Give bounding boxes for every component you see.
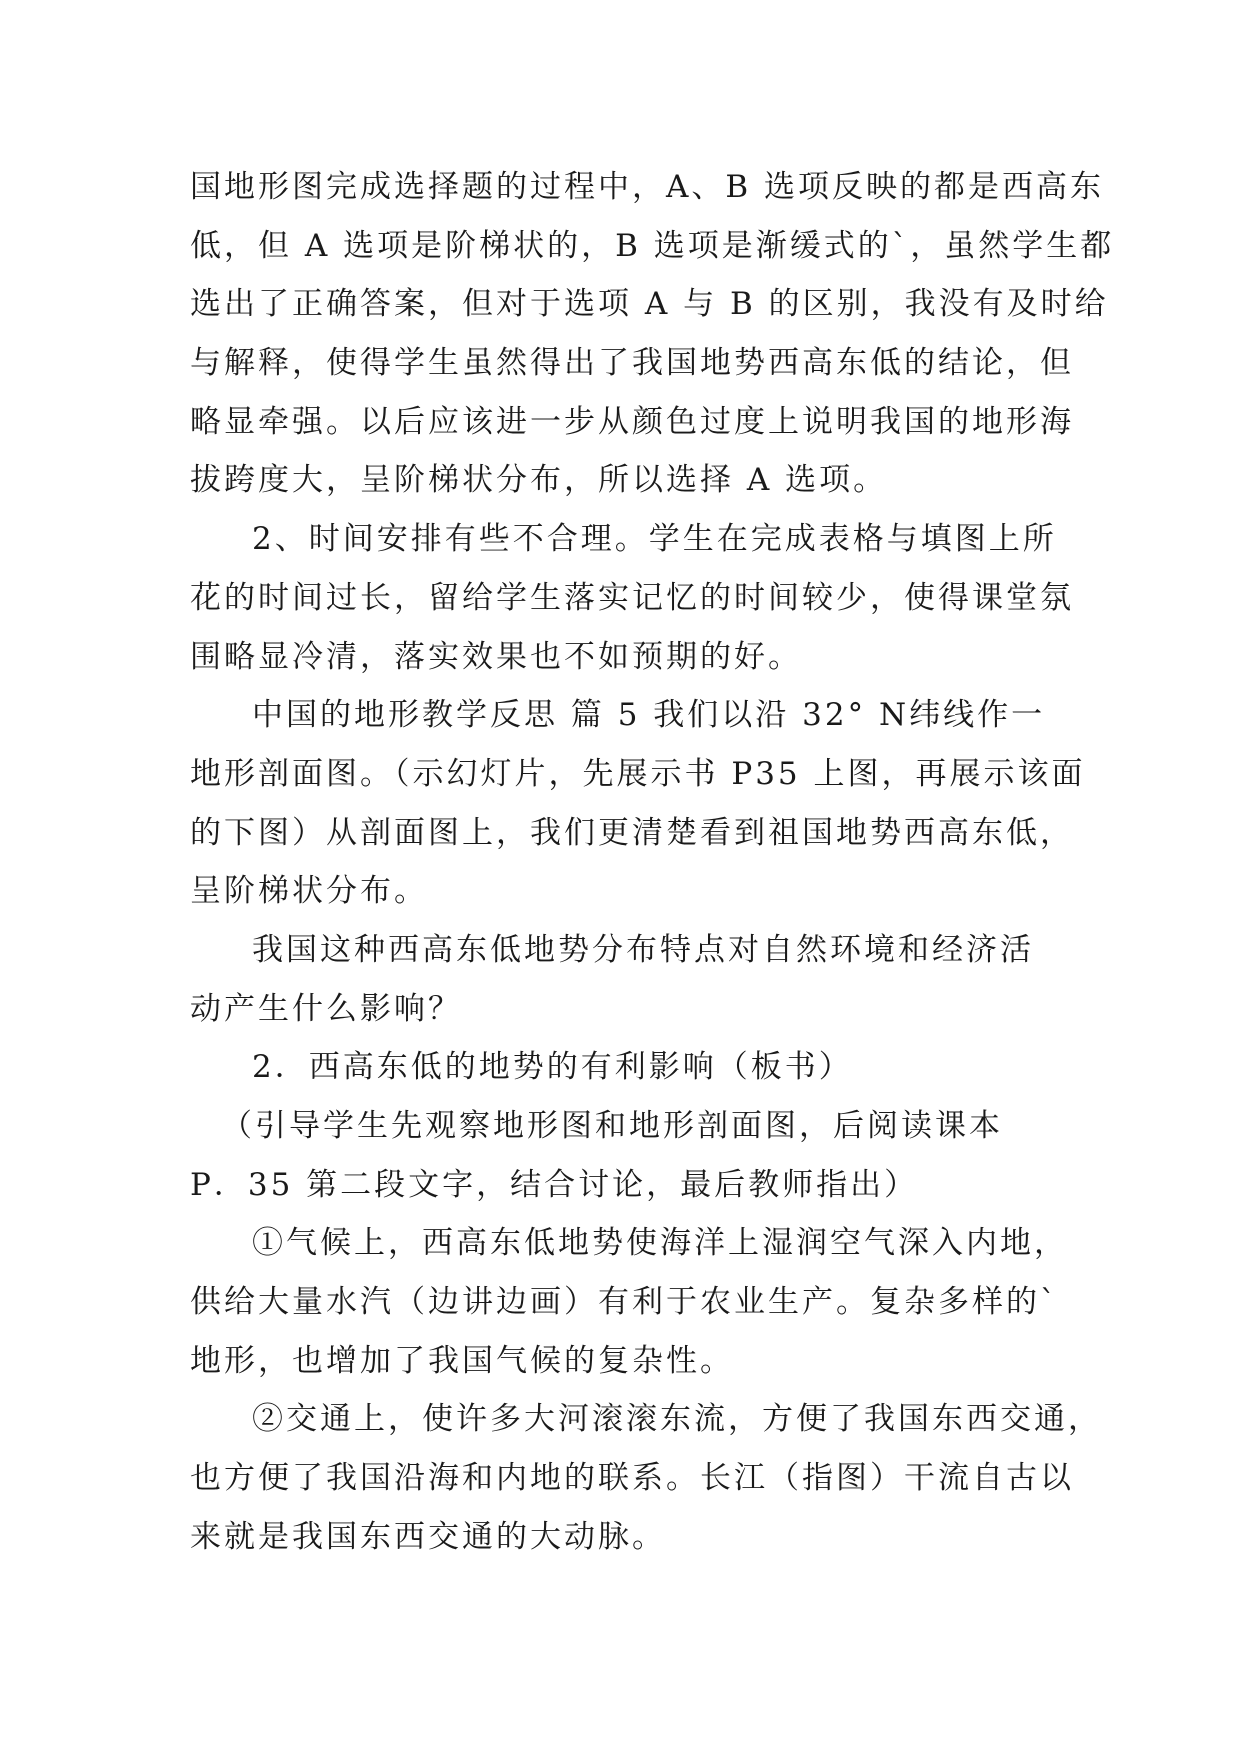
text-line: 也方便了我国沿海和内地的联系。长江（指图）干流自古以: [190, 1460, 1074, 1497]
text-line: 的下图）从剖面图上，我们更清楚看到祖国地势西高东低，: [190, 814, 1074, 851]
paragraph-start-line: 2、时间安排有些不合理。学生在完成表格与填图上所: [252, 521, 1057, 558]
paragraph-start-line: ②交通上，使许多大河滚滚东流，方便了我国东西交通，: [252, 1401, 1102, 1438]
text-line: 地形，也增加了我国气候的复杂性。: [190, 1342, 734, 1379]
paragraph-start-line: 2．西高东低的地势的有利影响（板书）: [252, 1049, 853, 1086]
text-line: P．35 第二段文字，结合讨论，最后教师指出）: [190, 1166, 919, 1203]
text-line: 略显牵强。以后应该进一步从颜色过度上说明我国的地形海: [190, 403, 1074, 440]
text-line: 供给大量水汽（边讲边画）有利于农业生产。复杂多样的`: [190, 1284, 1059, 1321]
text-line: 动产生什么影响？: [190, 990, 462, 1027]
text-line: 低，但 A 选项是阶梯状的，B 选项是渐缓式的`，虽然学生都: [190, 227, 1115, 264]
text-line: 地形剖面图。（示幻灯片，先展示书 P35 上图，再展示该面: [190, 755, 1086, 792]
text-line: 国地形图完成选择题的过程中，A、B 选项反映的都是西高东: [190, 169, 1105, 205]
paragraph-start-line: （引导学生先观察地形图和地形剖面图，后阅读课本: [221, 1108, 1003, 1144]
text-line: 花的时间过长，留给学生落实记忆的时间较少，使得课堂氛: [190, 579, 1074, 616]
paragraph-start-line: ①气候上，西高东低地势使海洋上湿润空气深入内地，: [252, 1225, 1068, 1262]
text-line: 拔跨度大，呈阶梯状分布，所以选择 A 选项。: [190, 462, 888, 499]
text-line: 与解释，使得学生虽然得出了我国地势西高东低的结论，但: [190, 345, 1074, 382]
text-line: 围略显冷清，落实效果也不如预期的好。: [190, 638, 802, 675]
document-body: [190, 158, 1115, 1567]
text-line: 呈阶梯状分布。: [190, 873, 428, 910]
paragraph-start-line: 我国这种西高东低地势分布特点对自然环境和经济活: [252, 931, 1034, 968]
text-line: 来就是我国东西交通的大动脉。: [190, 1518, 666, 1555]
text-line: 选出了正确答案，但对于选项 A 与 B 的区别，我没有及时给: [190, 286, 1109, 323]
section-heading-line: 中国的地形教学反思 篇 5 我们以沿 32° N纬线作一: [252, 697, 1046, 734]
